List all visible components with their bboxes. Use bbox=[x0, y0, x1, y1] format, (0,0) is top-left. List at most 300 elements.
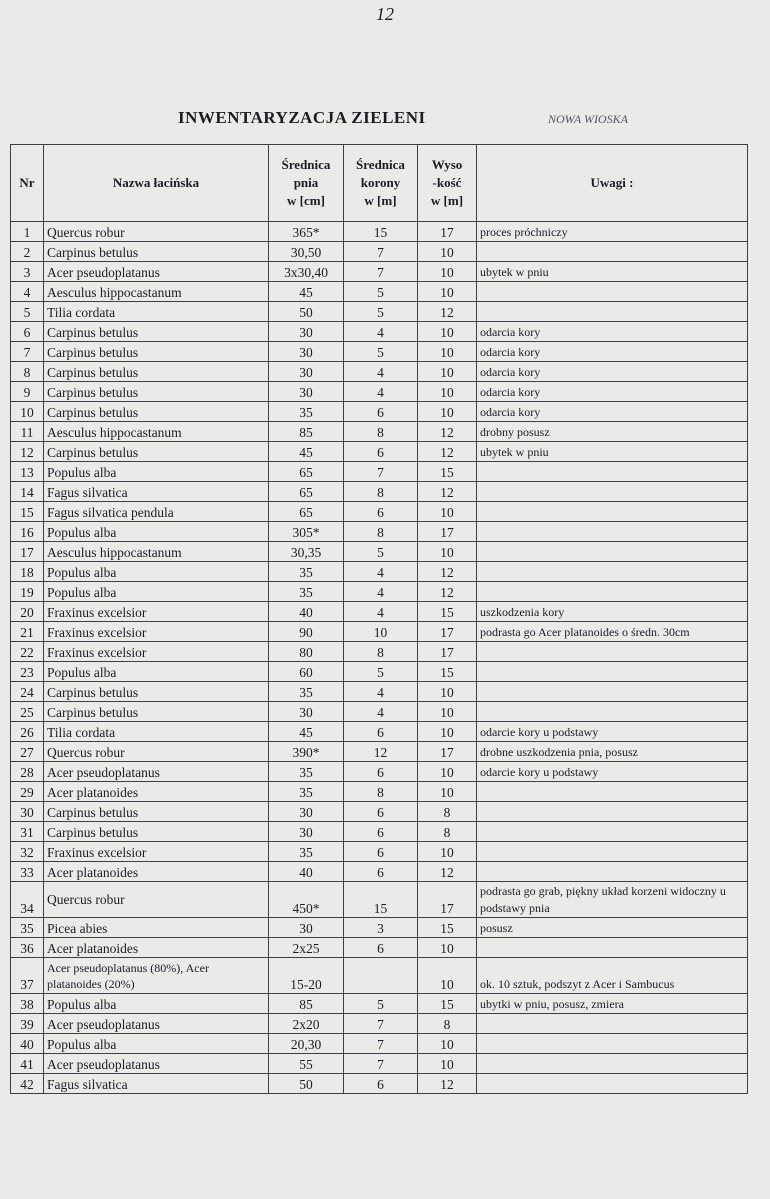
cell-latin-name: Carpinus betulus bbox=[44, 242, 269, 262]
cell-crown-diameter: 6 bbox=[344, 938, 418, 958]
cell-notes bbox=[477, 822, 748, 842]
cell-latin-name: Aesculus hippocastanum bbox=[44, 422, 269, 442]
cell-latin-name: Carpinus betulus bbox=[44, 362, 269, 382]
cell-trunk-diameter: 20,30 bbox=[269, 1034, 344, 1054]
table-row bbox=[11, 642, 748, 662]
cell-crown-diameter: 7 bbox=[344, 262, 418, 282]
cell-notes: ubytki w pniu, posusz, zmiera bbox=[477, 994, 748, 1014]
cell-nr: 12 bbox=[11, 442, 44, 462]
cell-height: 15 bbox=[418, 662, 477, 682]
table-row bbox=[11, 462, 748, 482]
table-row bbox=[11, 822, 748, 842]
cell-crown-diameter: 3 bbox=[344, 918, 418, 938]
table-row bbox=[11, 994, 748, 1014]
cell-nr: 8 bbox=[11, 362, 44, 382]
cell-latin-name: Carpinus betulus bbox=[44, 682, 269, 702]
cell-notes bbox=[477, 502, 748, 522]
document-title: INWENTARYZACJA ZIELENI bbox=[178, 108, 426, 127]
cell-crown-diameter: 4 bbox=[344, 702, 418, 722]
cell-nr: 7 bbox=[11, 342, 44, 362]
cell-latin-name: Populus alba bbox=[44, 662, 269, 682]
cell-latin-name: Quercus robur bbox=[44, 222, 269, 242]
cell-notes: proces próchniczy bbox=[477, 222, 748, 242]
cell-notes: drobny posusz bbox=[477, 422, 748, 442]
cell-notes: drobne uszkodzenia pnia, posusz bbox=[477, 742, 748, 762]
cell-trunk-diameter: 30 bbox=[269, 362, 344, 382]
cell-latin-name: Carpinus betulus bbox=[44, 382, 269, 402]
cell-nr: 19 bbox=[11, 582, 44, 602]
cell-crown-diameter: 4 bbox=[344, 602, 418, 622]
cell-latin-name: Acer pseudoplatanus bbox=[44, 762, 269, 782]
cell-nr: 30 bbox=[11, 802, 44, 822]
header-height-line1: Wyso bbox=[431, 157, 463, 172]
cell-nr: 20 bbox=[11, 602, 44, 622]
cell-trunk-diameter: 365* bbox=[269, 222, 344, 242]
cell-nr: 39 bbox=[11, 1014, 44, 1034]
cell-latin-name: Fraxinus excelsior bbox=[44, 842, 269, 862]
cell-notes bbox=[477, 1054, 748, 1074]
table-row bbox=[11, 1034, 748, 1054]
cell-height: 17 bbox=[418, 222, 477, 242]
cell-trunk-diameter: 30 bbox=[269, 802, 344, 822]
table-row bbox=[11, 862, 748, 882]
cell-trunk-diameter: 30,35 bbox=[269, 542, 344, 562]
header-crown-diameter-line2: korony bbox=[360, 175, 401, 190]
cell-height: 8 bbox=[418, 822, 477, 842]
cell-trunk-diameter: 45 bbox=[269, 282, 344, 302]
cell-nr: 32 bbox=[11, 842, 44, 862]
cell-notes: odarcia kory bbox=[477, 362, 748, 382]
cell-notes bbox=[477, 862, 748, 882]
cell-height: 12 bbox=[418, 442, 477, 462]
cell-latin-name: Fraxinus excelsior bbox=[44, 622, 269, 642]
cell-notes bbox=[477, 542, 748, 562]
cell-height: 15 bbox=[418, 918, 477, 938]
cell-notes bbox=[477, 562, 748, 582]
header-trunk-diameter-line2: pnia bbox=[293, 175, 319, 190]
cell-trunk-diameter: 2x25 bbox=[269, 938, 344, 958]
cell-latin-name: Populus alba bbox=[44, 582, 269, 602]
header-trunk-diameter bbox=[269, 145, 344, 222]
cell-notes: posusz bbox=[477, 918, 748, 938]
cell-latin-name: Aesculus hippocastanum bbox=[44, 282, 269, 302]
cell-trunk-diameter: 50 bbox=[269, 302, 344, 322]
cell-trunk-diameter: 85 bbox=[269, 422, 344, 442]
cell-latin-name: Acer pseudoplatanus bbox=[44, 262, 269, 282]
cell-notes: uszkodzenia kory bbox=[477, 602, 748, 622]
table-row bbox=[11, 702, 748, 722]
cell-notes bbox=[477, 842, 748, 862]
cell-latin-name: Populus alba bbox=[44, 1034, 269, 1054]
table-header-row bbox=[11, 145, 748, 222]
cell-trunk-diameter: 35 bbox=[269, 762, 344, 782]
cell-crown-diameter: 6 bbox=[344, 862, 418, 882]
cell-crown-diameter: 5 bbox=[344, 302, 418, 322]
table-row bbox=[11, 402, 748, 422]
table-row bbox=[11, 958, 748, 994]
cell-trunk-diameter: 15-20 bbox=[269, 958, 344, 994]
cell-latin-name: Acer platanoides bbox=[44, 782, 269, 802]
cell-height: 10 bbox=[418, 342, 477, 362]
cell-notes: ok. 10 sztuk, podszyt z Acer i Sambucus bbox=[477, 958, 748, 994]
cell-height: 10 bbox=[418, 402, 477, 422]
cell-crown-diameter: 5 bbox=[344, 662, 418, 682]
cell-notes: odarcia kory bbox=[477, 402, 748, 422]
cell-height: 10 bbox=[418, 1034, 477, 1054]
table-row bbox=[11, 938, 748, 958]
cell-height: 10 bbox=[418, 542, 477, 562]
cell-crown-diameter: 5 bbox=[344, 282, 418, 302]
cell-height: 10 bbox=[418, 502, 477, 522]
cell-nr: 2 bbox=[11, 242, 44, 262]
cell-nr: 24 bbox=[11, 682, 44, 702]
cell-trunk-diameter: 35 bbox=[269, 402, 344, 422]
cell-latin-name: Populus alba bbox=[44, 562, 269, 582]
cell-latin-name: Acer platanoides bbox=[44, 862, 269, 882]
cell-trunk-diameter: 45 bbox=[269, 442, 344, 462]
cell-height: 8 bbox=[418, 1014, 477, 1034]
cell-height: 10 bbox=[418, 242, 477, 262]
table-row bbox=[11, 362, 748, 382]
header-height-line3: w [m] bbox=[430, 193, 464, 208]
cell-trunk-diameter: 55 bbox=[269, 1054, 344, 1074]
cell-nr: 27 bbox=[11, 742, 44, 762]
cell-nr: 15 bbox=[11, 502, 44, 522]
cell-notes: podrasta go Acer platanoides o średn. 30cm bbox=[477, 622, 748, 642]
cell-notes bbox=[477, 302, 748, 322]
cell-height: 15 bbox=[418, 602, 477, 622]
table-row bbox=[11, 602, 748, 622]
table-row bbox=[11, 842, 748, 862]
cell-crown-diameter: 6 bbox=[344, 1074, 418, 1094]
cell-latin-name: Fagus silvatica bbox=[44, 1074, 269, 1094]
cell-crown-diameter: 6 bbox=[344, 842, 418, 862]
table-row bbox=[11, 262, 748, 282]
cell-nr: 22 bbox=[11, 642, 44, 662]
cell-height: 12 bbox=[418, 302, 477, 322]
cell-nr: 42 bbox=[11, 1074, 44, 1094]
cell-notes bbox=[477, 682, 748, 702]
table-row bbox=[11, 342, 748, 362]
table-body bbox=[11, 222, 748, 1094]
cell-trunk-diameter: 50 bbox=[269, 1074, 344, 1094]
cell-height: 12 bbox=[418, 422, 477, 442]
cell-notes: odarcie kory u podstawy bbox=[477, 722, 748, 742]
cell-nr: 28 bbox=[11, 762, 44, 782]
cell-nr: 3 bbox=[11, 262, 44, 282]
cell-height: 17 bbox=[418, 522, 477, 542]
cell-latin-name: Tilia cordata bbox=[44, 302, 269, 322]
cell-latin-name: Acer pseudoplatanus (80%), Acer platanoides (20%) bbox=[44, 958, 269, 994]
cell-height: 12 bbox=[418, 1074, 477, 1094]
tree-inventory-table bbox=[10, 144, 748, 1094]
cell-nr: 37 bbox=[11, 958, 44, 994]
cell-notes bbox=[477, 1014, 748, 1034]
cell-trunk-diameter: 2x20 bbox=[269, 1014, 344, 1034]
cell-trunk-diameter: 30 bbox=[269, 382, 344, 402]
table-row bbox=[11, 422, 748, 442]
cell-trunk-diameter: 390* bbox=[269, 742, 344, 762]
cell-notes: ubytek w pniu bbox=[477, 442, 748, 462]
cell-latin-name: Fraxinus excelsior bbox=[44, 602, 269, 622]
cell-crown-diameter: 8 bbox=[344, 782, 418, 802]
table-row bbox=[11, 662, 748, 682]
cell-crown-diameter: 7 bbox=[344, 1034, 418, 1054]
table-row bbox=[11, 622, 748, 642]
table-row bbox=[11, 742, 748, 762]
cell-nr: 29 bbox=[11, 782, 44, 802]
cell-trunk-diameter: 30 bbox=[269, 822, 344, 842]
cell-latin-name: Carpinus betulus bbox=[44, 802, 269, 822]
cell-latin-name: Carpinus betulus bbox=[44, 342, 269, 362]
table-row bbox=[11, 1054, 748, 1074]
cell-crown-diameter: 7 bbox=[344, 1014, 418, 1034]
cell-notes: odarcia kory bbox=[477, 342, 748, 362]
cell-nr: 41 bbox=[11, 1054, 44, 1074]
cell-trunk-diameter: 30 bbox=[269, 918, 344, 938]
cell-height: 10 bbox=[418, 362, 477, 382]
header-crown-diameter bbox=[344, 145, 418, 222]
cell-trunk-diameter: 30 bbox=[269, 322, 344, 342]
cell-height: 17 bbox=[418, 642, 477, 662]
cell-latin-name: Acer pseudoplatanus bbox=[44, 1014, 269, 1034]
cell-height: 10 bbox=[418, 958, 477, 994]
cell-nr: 35 bbox=[11, 918, 44, 938]
table-row bbox=[11, 802, 748, 822]
cell-height: 10 bbox=[418, 938, 477, 958]
cell-latin-name: Carpinus betulus bbox=[44, 402, 269, 422]
cell-notes: podrasta go grab, piękny układ korzeni widoczny u podstawy pnia bbox=[477, 882, 748, 918]
cell-latin-name: Acer pseudoplatanus bbox=[44, 1054, 269, 1074]
cell-height: 10 bbox=[418, 382, 477, 402]
cell-crown-diameter: 12 bbox=[344, 742, 418, 762]
table-row bbox=[11, 502, 748, 522]
cell-latin-name: Quercus robur bbox=[44, 882, 269, 918]
cell-crown-diameter: 6 bbox=[344, 402, 418, 422]
cell-trunk-diameter: 35 bbox=[269, 782, 344, 802]
cell-height: 10 bbox=[418, 322, 477, 342]
cell-notes: odarcia kory bbox=[477, 322, 748, 342]
cell-notes bbox=[477, 242, 748, 262]
cell-crown-diameter: 6 bbox=[344, 502, 418, 522]
cell-crown-diameter: 6 bbox=[344, 762, 418, 782]
cell-crown-diameter: 7 bbox=[344, 1054, 418, 1074]
cell-trunk-diameter: 30,50 bbox=[269, 242, 344, 262]
cell-height: 10 bbox=[418, 682, 477, 702]
cell-notes bbox=[477, 1034, 748, 1054]
table-row bbox=[11, 542, 748, 562]
cell-trunk-diameter: 35 bbox=[269, 562, 344, 582]
cell-notes bbox=[477, 642, 748, 662]
cell-nr: 9 bbox=[11, 382, 44, 402]
cell-trunk-diameter: 35 bbox=[269, 682, 344, 702]
cell-trunk-diameter: 30 bbox=[269, 702, 344, 722]
cell-height: 17 bbox=[418, 882, 477, 918]
cell-trunk-diameter: 35 bbox=[269, 582, 344, 602]
table-row bbox=[11, 222, 748, 242]
cell-latin-name: Acer platanoides bbox=[44, 938, 269, 958]
cell-nr: 21 bbox=[11, 622, 44, 642]
cell-trunk-diameter: 85 bbox=[269, 994, 344, 1014]
table-row bbox=[11, 322, 748, 342]
cell-latin-name: Carpinus betulus bbox=[44, 822, 269, 842]
cell-latin-name: Carpinus betulus bbox=[44, 702, 269, 722]
cell-nr: 25 bbox=[11, 702, 44, 722]
cell-height: 12 bbox=[418, 582, 477, 602]
header-crown-diameter-line1: Średnica bbox=[356, 157, 405, 172]
cell-crown-diameter: 4 bbox=[344, 582, 418, 602]
cell-trunk-diameter: 3x30,40 bbox=[269, 262, 344, 282]
cell-height: 12 bbox=[418, 862, 477, 882]
cell-height: 17 bbox=[418, 622, 477, 642]
cell-trunk-diameter: 35 bbox=[269, 842, 344, 862]
cell-crown-diameter: 10 bbox=[344, 622, 418, 642]
cell-nr: 11 bbox=[11, 422, 44, 442]
cell-nr: 31 bbox=[11, 822, 44, 842]
cell-height: 12 bbox=[418, 482, 477, 502]
cell-notes bbox=[477, 802, 748, 822]
cell-notes: odarcia kory bbox=[477, 382, 748, 402]
header-crown-diameter-line3: w [m] bbox=[364, 193, 397, 208]
location-label: NOWA WIOSKA bbox=[548, 112, 628, 126]
cell-height: 10 bbox=[418, 722, 477, 742]
table-row bbox=[11, 918, 748, 938]
cell-crown-diameter bbox=[344, 958, 418, 994]
cell-crown-diameter: 5 bbox=[344, 342, 418, 362]
cell-nr: 10 bbox=[11, 402, 44, 422]
cell-crown-diameter: 6 bbox=[344, 442, 418, 462]
cell-crown-diameter: 4 bbox=[344, 682, 418, 702]
cell-crown-diameter: 8 bbox=[344, 482, 418, 502]
table-row bbox=[11, 762, 748, 782]
cell-nr: 36 bbox=[11, 938, 44, 958]
cell-notes bbox=[477, 662, 748, 682]
cell-nr: 18 bbox=[11, 562, 44, 582]
cell-trunk-diameter: 40 bbox=[269, 602, 344, 622]
cell-notes bbox=[477, 782, 748, 802]
header-height bbox=[418, 145, 477, 222]
cell-height: 10 bbox=[418, 702, 477, 722]
cell-notes bbox=[477, 1074, 748, 1094]
cell-trunk-diameter: 80 bbox=[269, 642, 344, 662]
table-row bbox=[11, 782, 748, 802]
header-latin-name: Nazwa łacińska bbox=[44, 145, 269, 222]
cell-notes bbox=[477, 522, 748, 542]
cell-notes bbox=[477, 462, 748, 482]
cell-latin-name: Quercus robur bbox=[44, 742, 269, 762]
cell-height: 15 bbox=[418, 462, 477, 482]
cell-height: 10 bbox=[418, 1054, 477, 1074]
cell-crown-diameter: 5 bbox=[344, 994, 418, 1014]
cell-trunk-diameter: 65 bbox=[269, 482, 344, 502]
cell-height: 10 bbox=[418, 842, 477, 862]
cell-trunk-diameter: 65 bbox=[269, 502, 344, 522]
table-row bbox=[11, 442, 748, 462]
cell-nr: 13 bbox=[11, 462, 44, 482]
cell-latin-name: Fagus silvatica pendula bbox=[44, 502, 269, 522]
cell-notes bbox=[477, 282, 748, 302]
table-row bbox=[11, 482, 748, 502]
cell-latin-name: Fraxinus excelsior bbox=[44, 642, 269, 662]
table-row bbox=[11, 882, 748, 918]
cell-nr: 33 bbox=[11, 862, 44, 882]
cell-nr: 14 bbox=[11, 482, 44, 502]
cell-nr: 5 bbox=[11, 302, 44, 322]
header-notes: Uwagi : bbox=[477, 145, 748, 222]
cell-trunk-diameter: 60 bbox=[269, 662, 344, 682]
cell-latin-name: Populus alba bbox=[44, 994, 269, 1014]
cell-height: 10 bbox=[418, 762, 477, 782]
table-row bbox=[11, 562, 748, 582]
cell-nr: 17 bbox=[11, 542, 44, 562]
cell-notes: odarcie kory u podstawy bbox=[477, 762, 748, 782]
cell-trunk-diameter: 40 bbox=[269, 862, 344, 882]
table-row bbox=[11, 382, 748, 402]
cell-height: 10 bbox=[418, 282, 477, 302]
cell-latin-name: Aesculus hippocastanum bbox=[44, 542, 269, 562]
cell-height: 10 bbox=[418, 262, 477, 282]
cell-crown-diameter: 7 bbox=[344, 242, 418, 262]
cell-trunk-diameter: 45 bbox=[269, 722, 344, 742]
cell-notes bbox=[477, 582, 748, 602]
cell-height: 15 bbox=[418, 994, 477, 1014]
cell-trunk-diameter: 30 bbox=[269, 342, 344, 362]
cell-nr: 38 bbox=[11, 994, 44, 1014]
cell-notes bbox=[477, 702, 748, 722]
header-nr: Nr bbox=[11, 145, 44, 222]
cell-crown-diameter: 4 bbox=[344, 382, 418, 402]
table-row bbox=[11, 302, 748, 322]
header-trunk-diameter-line1: Średnica bbox=[281, 157, 331, 172]
cell-nr: 40 bbox=[11, 1034, 44, 1054]
cell-nr: 4 bbox=[11, 282, 44, 302]
cell-crown-diameter: 6 bbox=[344, 822, 418, 842]
table-row bbox=[11, 242, 748, 262]
cell-crown-diameter: 8 bbox=[344, 522, 418, 542]
cell-height: 10 bbox=[418, 782, 477, 802]
cell-trunk-diameter: 450* bbox=[269, 882, 344, 918]
cell-crown-diameter: 5 bbox=[344, 542, 418, 562]
cell-crown-diameter: 4 bbox=[344, 362, 418, 382]
table-row bbox=[11, 282, 748, 302]
header-trunk-diameter-line3: w [cm] bbox=[287, 193, 325, 208]
table-row bbox=[11, 582, 748, 602]
cell-notes: ubytek w pniu bbox=[477, 262, 748, 282]
header-height-line2: -kość bbox=[432, 175, 462, 190]
cell-nr: 6 bbox=[11, 322, 44, 342]
cell-crown-diameter: 7 bbox=[344, 462, 418, 482]
cell-height: 17 bbox=[418, 742, 477, 762]
cell-crown-diameter: 8 bbox=[344, 642, 418, 662]
table-row bbox=[11, 1014, 748, 1034]
cell-height: 12 bbox=[418, 562, 477, 582]
cell-nr: 26 bbox=[11, 722, 44, 742]
table-row bbox=[11, 522, 748, 542]
table-row bbox=[11, 1074, 748, 1094]
cell-crown-diameter: 4 bbox=[344, 322, 418, 342]
cell-latin-name: Carpinus betulus bbox=[44, 322, 269, 342]
cell-latin-name: Populus alba bbox=[44, 522, 269, 542]
cell-latin-name: Carpinus betulus bbox=[44, 442, 269, 462]
cell-trunk-diameter: 90 bbox=[269, 622, 344, 642]
cell-crown-diameter: 15 bbox=[344, 882, 418, 918]
cell-nr: 16 bbox=[11, 522, 44, 542]
cell-notes bbox=[477, 482, 748, 502]
cell-crown-diameter: 6 bbox=[344, 802, 418, 822]
table-row bbox=[11, 722, 748, 742]
cell-crown-diameter: 8 bbox=[344, 422, 418, 442]
cell-latin-name: Fagus silvatica bbox=[44, 482, 269, 502]
